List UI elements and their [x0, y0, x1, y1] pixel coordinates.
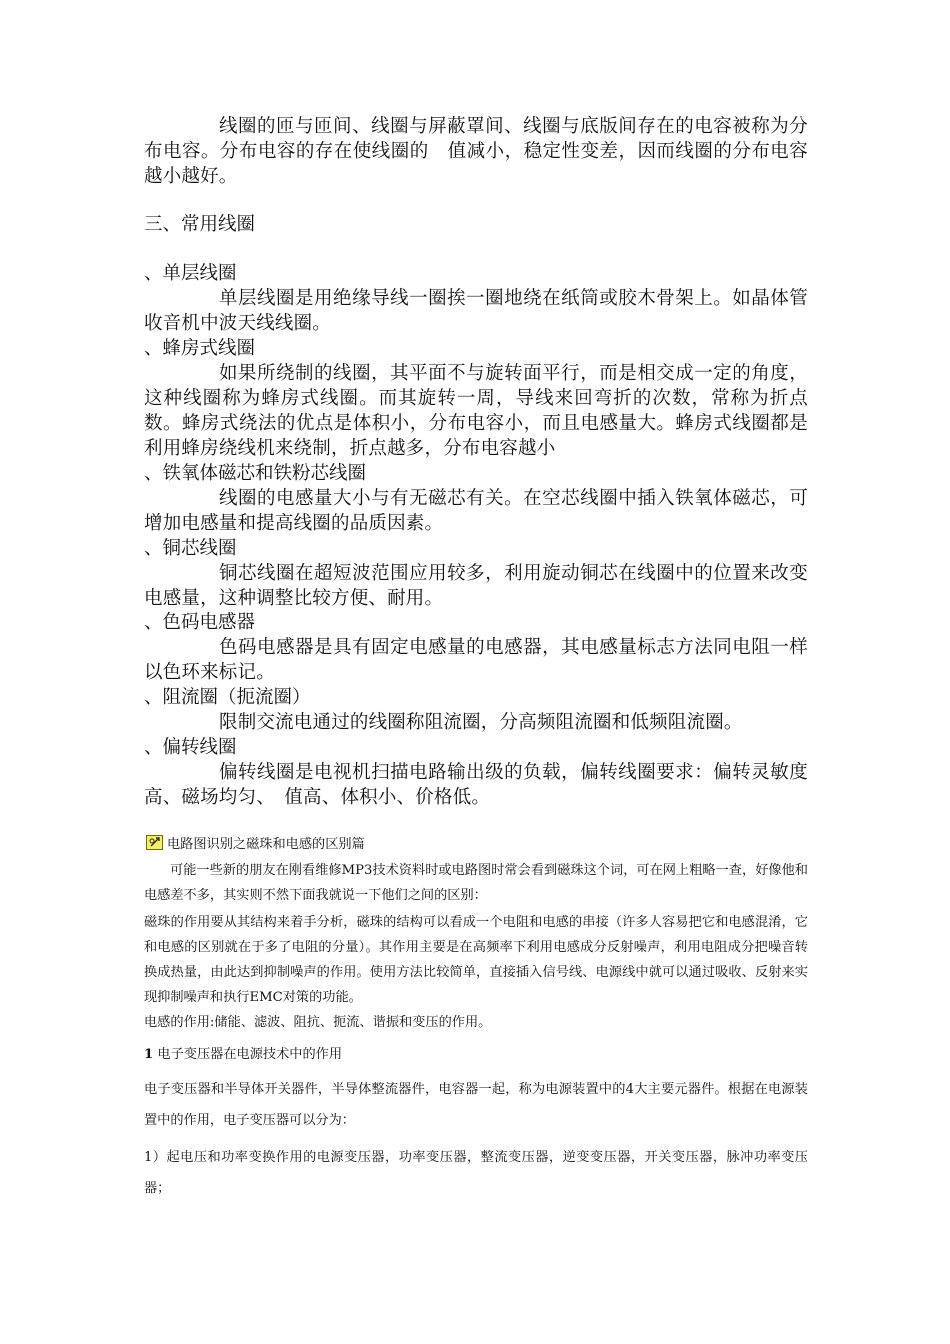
note-icon [146, 835, 163, 850]
item-text-choke: 限制交流电通过的线圈称阻流圈，分高频阻流圈和低频阻流圈。 [219, 712, 743, 733]
item-heading-choke: 、阻流圈（扼流圈） [144, 687, 311, 708]
note-paragraph-3: 电感的作用:储能、滤波、阻抗、扼流、谐振和变压的作用。 [144, 1015, 492, 1030]
note-paragraph-2: 磁珠的作用要从其结构来着手分析，磁珠的结构可以看成一个电阻和电感的串接（许多人容易把它和电感混淆，它和电感的区别就在于多了电阻的分量）。其作用主要是在高频率下利用电感成分反射噪声，利用电阻成分把噪音转换成热量，由此达到抑制噪声的作用。使用方法比较简单，直接插入信号线、电源线中就可以通过吸收、反射来实现抑制噪声和执行EMC对策的功能。 [144, 915, 808, 1005]
transformer-heading-number: 1 [144, 1047, 154, 1062]
item-heading-single-layer: 、单层线圈 [144, 263, 237, 284]
transformer-paragraph-1: 电子变压器和半导体开关器件，半导体整流器件，电容器一起，称为电源装置中的4大主要元器件。根据在电源装置中的作用，电子变压器可以分为： [144, 1082, 808, 1128]
item-text-copper-core: 铜芯线圈在超短波范围应用较多，利用旋动铜芯在线圈中的位置来改变电感量，这种调整比较方便、耐用。 [144, 563, 808, 609]
transformer-heading-text: 电子变压器在电源技术中的作用 [157, 1047, 343, 1062]
item-heading-honeycomb: 、蜂房式线圈 [144, 338, 256, 359]
note-paragraph-1: 可能一些新的朋友在刚看维修MP3技术资料时或电路图时常会看到磁珠这个词，可在网上粗略一查，好像他和电感差不多，其实则不然下面我就说一下他们之间的区别： [144, 863, 808, 903]
item-heading-copper-core: 、铜芯线圈 [144, 538, 237, 559]
item-text-color-code: 色码电感器是具有固定电感量的电感器，其电感量标志方法同电阻一样以色环来标记。 [144, 637, 808, 683]
item-text-single-layer: 单层线圈是用绝缘导线一圈挨一圈地绕在纸筒或胶木骨架上。如晶体管收音机中波天线线圈。 [144, 288, 808, 334]
item-text-honeycomb: 如果所绕制的线圈，其平面不与旋转面平行，而是相交成一定的角度，这种线圈称为蜂房式线圈。而其旋转一周，导线来回弯折的次数，常称为折点数。蜂房式绕法的优点是体积小，分布电容小，而且电感量大。蜂房式线圈都是利用蜂房绕线机来绕制，折点越多，分布电容越小 [144, 363, 808, 459]
transformer-heading [144, 1042, 808, 1067]
item-heading-ferrite: 、铁氧体磁芯和铁粉芯线圈 [144, 463, 367, 484]
item-heading-color-code: 、色码电感器 [144, 612, 256, 633]
transformer-paragraph-2: 1）起电压和功率变换作用的电源变压器，功率变压器，整流变压器，逆变变压器，开关变压器，脉冲功率变压器； [144, 1150, 808, 1196]
section-title: 三、常用线圈 [144, 214, 256, 235]
item-text-ferrite: 线圈的电感量大小与有无磁芯有关。在空芯线圈中插入铁氧体磁芯，可增加电感量和提高线圈的品质因素。 [144, 488, 808, 534]
item-text-deflection: 偏转线圈是电视机扫描电路输出级的负载，偏转线圈要求：偏转灵敏度高、磁场均匀、 值高、体积小、价格低。 [144, 762, 808, 808]
intro-paragraph: 线圈的匝与匝间、线圈与屏蔽罩间、线圈与底版间存在的电容被称为分布电容。分布电容的存在使线圈的 值减小，稳定性变差，因而线圈的分布电容越小越好。 [144, 116, 808, 187]
note-title: 电路图识别之磁珠和电感的区别篇 [167, 837, 365, 852]
item-heading-deflection: 、偏转线圈 [144, 737, 237, 758]
